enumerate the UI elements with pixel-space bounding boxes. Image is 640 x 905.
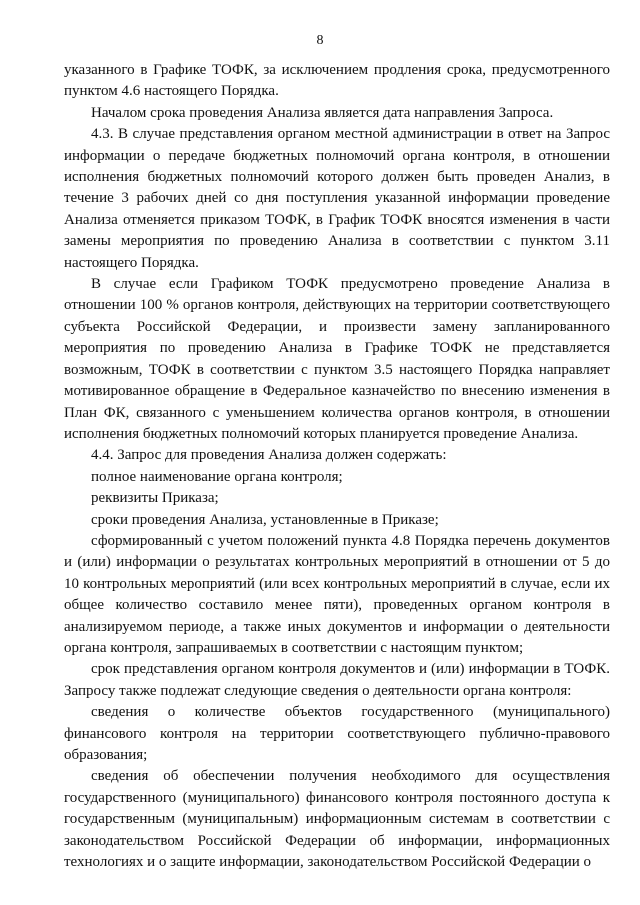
list-item: сформированный с учетом положений пункта 4.8 Порядка перечень документов и (или) информации о результатах контрольных мероприятий в отношении от 5 до 10 контрольных мероприятий (или всех контрольных мероприятий в случае, если их общее количество составило менее пяти), проведенных органом контроля в анализируемом периоде, а также иных документов и информации о деятельности органа контроля, запрашиваемых в соответствии с настоящим пунктом;: [64, 532, 610, 656]
list-item: реквизиты Приказа;: [91, 490, 219, 507]
paragraph: Началом срока проведения Анализа является дата направления Запроса.: [91, 104, 554, 121]
list-item: сведения о количестве объектов государственного (муниципального) финансового контроля на территории соответствующего публично-правового образования;: [64, 704, 610, 763]
list-item: срок представления органом контроля документов и (или) информации в ТОФК. Запросу также подлежат следующие сведения о деятельности органа контроля:: [64, 661, 610, 699]
paragraph: указанного в Графике ТОФК, за исключением продления срока, предусмотренного пунктом 4.6 настоящего Порядка.: [64, 62, 610, 100]
list-item: полное наименование органа контроля;: [91, 468, 343, 485]
paragraph-4-3: 4.3. В случае представления органом местной администрации в ответ на Запрос информации о передаче бюджетных полномочий органа контроля, в отношении исполнения бюджетных полномочий которого должен быть проведен Анализ, в течение 3 рабочих дней со дня поступления указанной информации проведение Анализа отменяется приказом ТОФК, в График ТОФК вносятся изменения в части замены мероприятия по проведению Анализа в соответствии с пунктом 3.11 настоящего Порядка.: [64, 126, 610, 271]
list-item: сведения об обеспечении получения необходимого для осуществления государственного (муниципального) финансового контроля постоянного доступа к государственным (муниципальным) информационным системам в соответствии с законодательством Российской Федерации об информации, информационных технологиях и о защите информации, законодательством Российской Федерации о: [64, 768, 610, 871]
paragraph: В случае если Графиком ТОФК предусмотрено проведение Анализа в отношении 100 % органов контроля, действующих на территории соответствующего субъекта Российской Федерации, и произвести замену запланированного мероприятия по проведению Анализа в Графике ТОФК не представляется возможным, ТОФК в соответствии с пунктом 3.5 настоящего Порядка направляет мотивированное обращение в Федеральное казначейство по внесению изменения в План ФК, связанного с уменьшением количества органов контроля, в отношении исполнения бюджетных полномочий которых планируется проведение Анализа.: [64, 276, 610, 442]
page-number: 8: [316, 33, 324, 48]
paragraph-4-4: 4.4. Запрос для проведения Анализа должен содержать:: [91, 447, 447, 464]
document-body: [64, 60, 610, 873]
list-item: сроки проведения Анализа, установленные в Приказе;: [91, 511, 439, 528]
